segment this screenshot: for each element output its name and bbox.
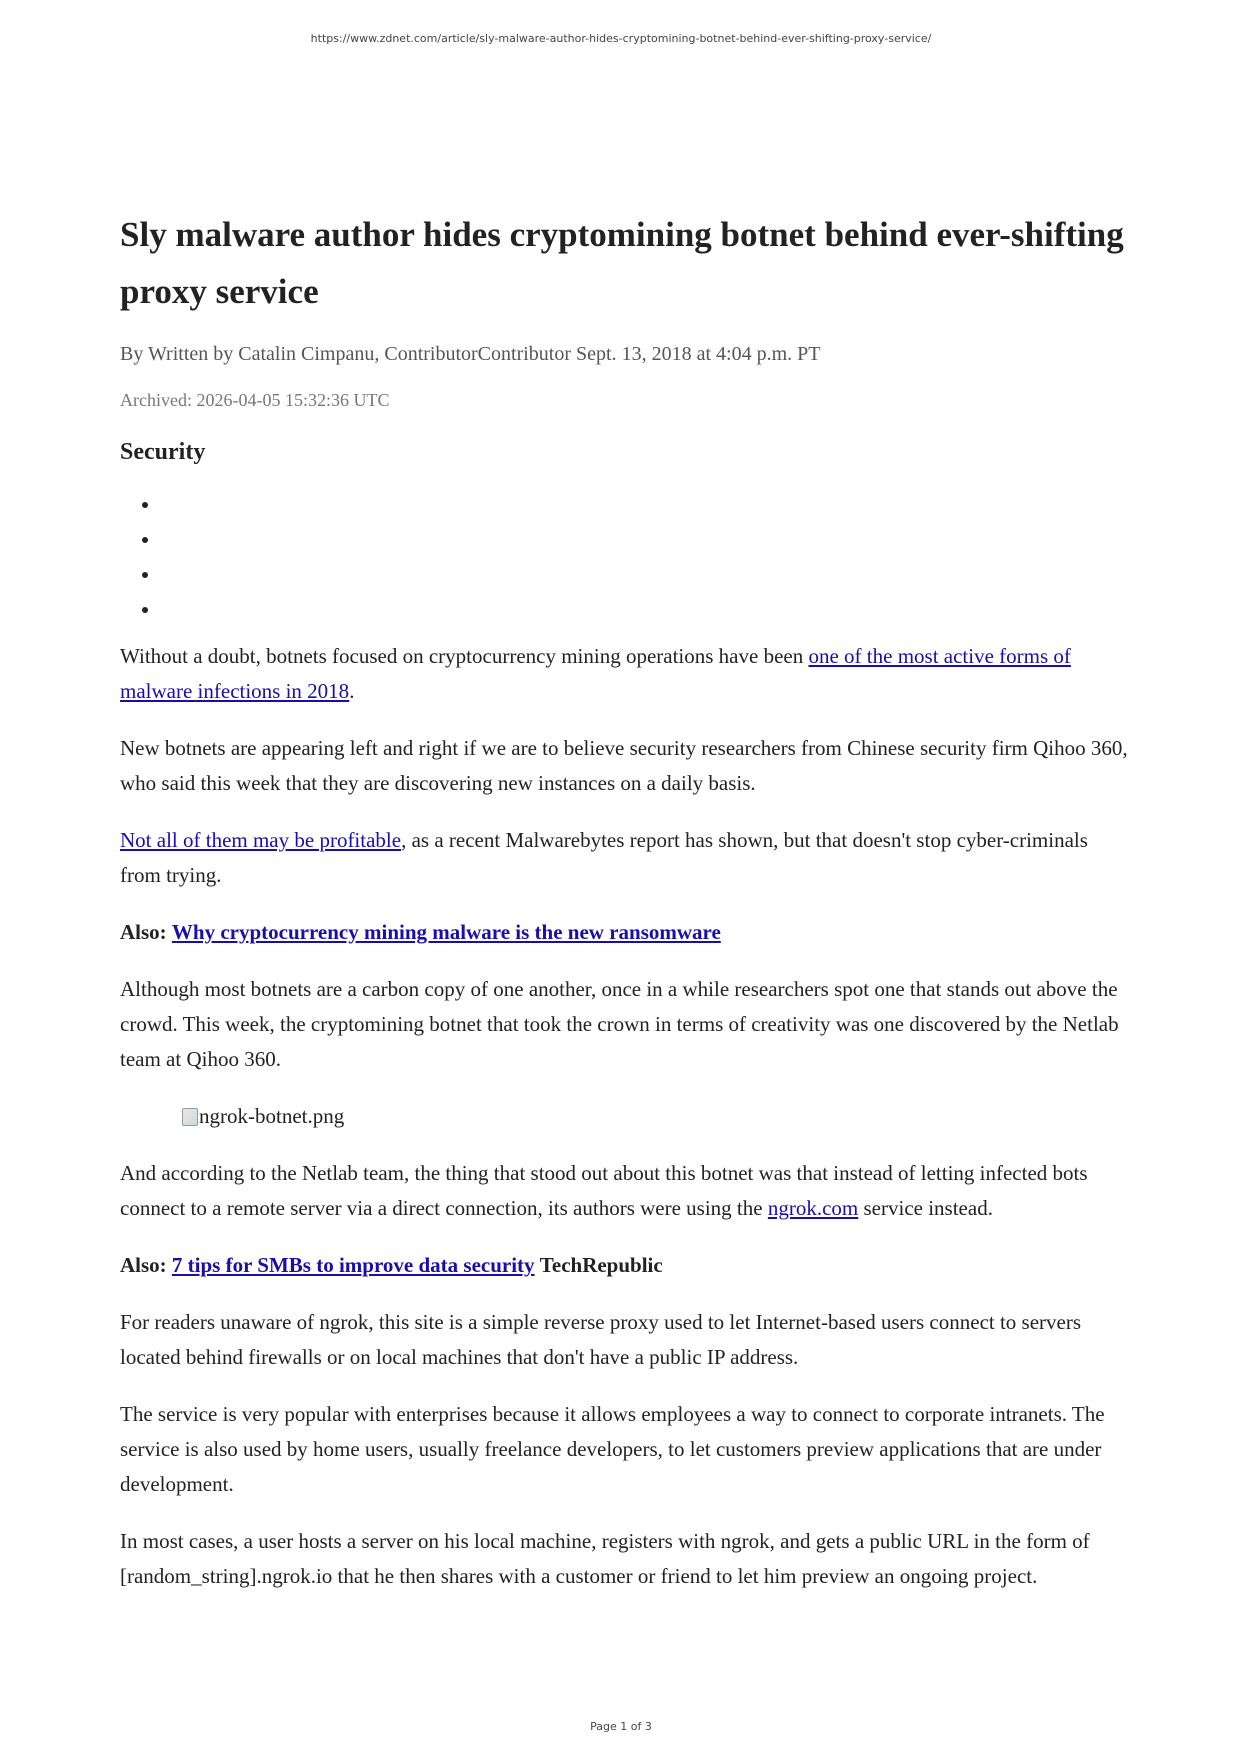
also-link-2 — [120, 1248, 1130, 1283]
empty-bullet-list — [120, 487, 1130, 627]
paragraph-4: Although most botnets are a carbon copy of one another, once in a while researchers spot one that stands out above the crowd. This week, the cryptomining botnet that took the crown in terms of creativity was one discovered by the Netlab team at Qihoo 360. — [120, 977, 1119, 1071]
broken-image-icon — [182, 1108, 198, 1126]
also-label: Also: — [120, 920, 167, 944]
paragraph-8: In most cases, a user hosts a server on his local machine, registers with ngrok, and gets a public URL in the form of [random_string].ngrok.io that he then shares with a customer or friend to let him preview an ongoing project. — [120, 1529, 1090, 1588]
link-not-profitable[interactable]: Not all of them may be profitable — [120, 828, 402, 852]
list-item — [160, 522, 1130, 557]
link-smb-data-security[interactable]: 7 tips for SMBs to improve data security — [171, 1253, 535, 1277]
list-item — [160, 592, 1130, 627]
paragraph-text: And according to the Netlab team, the thing that stood out about this botnet was that instead of letting infected bots connect to a remote server via a direct connection, its authors were using the — [120, 1161, 1088, 1220]
paragraph-text: , as a recent Malwarebytes report has shown, but that doesn't stop cyber-criminals from trying. — [120, 828, 1088, 887]
link-ngrok[interactable]: ngrok.com — [767, 1196, 859, 1220]
paragraph-text: Without a doubt, botnets focused on cryptocurrency mining operations have been — [120, 644, 809, 668]
paragraph-7: The service is very popular with enterprises because it allows employees a way to connect to corporate intranets. The service is also used by home users, usually freelance developers, to let customers preview applications that are under development. — [120, 1402, 1105, 1496]
link-cryptomining-ransomware[interactable]: Why cryptocurrency mining malware is the new ransomware — [171, 920, 721, 944]
paragraph-5 — [120, 1156, 1130, 1226]
paragraph-2: New botnets are appearing left and right if we are to believe security researchers from Chinese security firm Qihoo 360, who said this week that they are discovering new instances on a daily basis. — [120, 736, 1128, 795]
list-item — [160, 557, 1130, 592]
page-number: Page 1 of 3 — [590, 1720, 652, 1733]
article — [120, 206, 1130, 1594]
archived-timestamp: Archived: 2026-04-05 15:32:36 UTC — [120, 390, 390, 410]
paragraph-6: For readers unaware of ngrok, this site is a simple reverse proxy used to let Internet-based users connect to servers located behind firewalls or on local machines that don't have a public IP address. — [120, 1310, 1082, 1369]
page-url: https://www.zdnet.com/article/sly-malware-author-hides-cryptomining-botnet-behind-ever-shifting-proxy-service/ — [310, 32, 932, 45]
section-heading: Security — [120, 439, 206, 465]
also-source: TechRepublic — [539, 1253, 663, 1277]
paragraph-text: . — [349, 679, 355, 703]
article-title: Sly malware author hides cryptomining botnet behind ever-shifting proxy service — [120, 215, 1124, 311]
paragraph-text: service instead. — [858, 1196, 993, 1220]
paragraph-1 — [120, 639, 1130, 709]
image-placeholder — [120, 1099, 1130, 1134]
paragraph-3 — [120, 823, 1130, 893]
also-link-1 — [120, 915, 1130, 950]
also-label: Also: — [120, 1253, 167, 1277]
list-item — [160, 487, 1130, 522]
byline: By Written by Catalin Cimpanu, ContributorContributor Sept. 13, 2018 at 4:04 p.m. PT — [120, 343, 821, 365]
image-alt-text: ngrok-botnet.png — [199, 1104, 345, 1128]
link-active-malware-2018[interactable]: one of the most active forms of malware infections in 2018 — [120, 644, 1071, 703]
